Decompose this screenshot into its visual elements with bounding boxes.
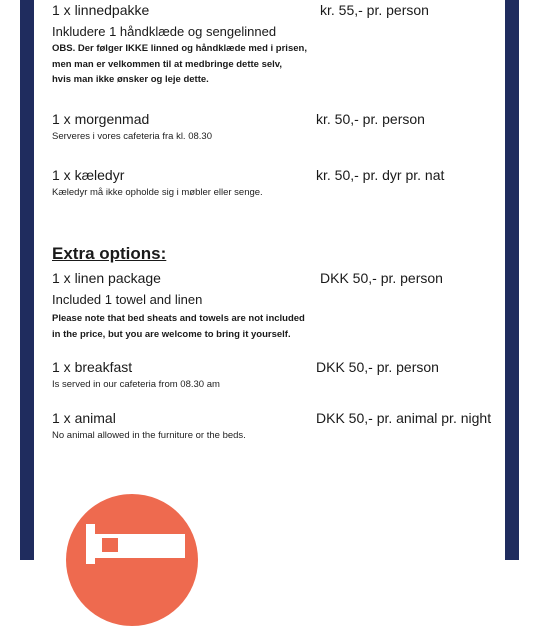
animal-title-en: 1 x animal <box>52 410 116 426</box>
linen-package-note-en <box>52 311 352 342</box>
animal-note-en: No animal allowed in the furniture or the beds. <box>52 430 246 441</box>
note-line: in the price, but you are welcome to bring it yourself. <box>52 328 291 340</box>
linen-package-subtitle-en: Included 1 towel and linen <box>52 292 203 307</box>
breakfast-note-en: Is served in our cafeteria from 08.30 am <box>52 379 220 390</box>
page-border-left <box>20 0 34 560</box>
linen-package-subtitle-da: Inkludere 1 håndklæde og sengelinned <box>52 24 277 39</box>
linen-package-price-en: DKK 50,- pr. person <box>320 270 443 286</box>
note-line: OBS. Der følger IKKE linned og håndklæde med i prisen, <box>52 43 307 54</box>
note-line: men man er velkommen til at medbringe dette selv, <box>52 58 283 70</box>
note-line: Please note that bed sheats and towels are not included <box>52 313 305 324</box>
breakfast-price-en: DKK 50,- pr. person <box>316 359 439 375</box>
animal-price-en: DKK 50,- pr. animal pr. night <box>316 410 492 426</box>
pet-title-da: 1 x kæledyr <box>52 167 125 183</box>
breakfast-price-da: kr. 50,- pr. person <box>316 111 425 127</box>
bed-icon <box>66 494 198 626</box>
bed-icon-graphic <box>66 494 198 626</box>
pet-price-da: kr. 50,- pr. dyr pr. nat <box>316 167 445 183</box>
breakfast-title-da: 1 x morgenmad <box>52 111 150 127</box>
page-border-right <box>505 0 519 560</box>
linen-package-title-da: 1 x linnedpakke <box>52 2 150 18</box>
note-line: hvis man ikke ønsker og leje dette. <box>52 74 209 85</box>
linen-package-note-da <box>52 41 332 88</box>
extra-options-heading: Extra options: <box>52 244 167 263</box>
pet-note-da: Kæledyr må ikke opholde sig i møbler eller senge. <box>52 187 263 198</box>
breakfast-title-en: 1 x breakfast <box>52 359 133 375</box>
linen-package-title-en: 1 x linen package <box>52 270 161 286</box>
linen-package-price-da: kr. 55,- pr. person <box>320 2 429 18</box>
breakfast-note-da: Serveres i vores cafeteria fra kl. 08.30 <box>52 131 212 142</box>
